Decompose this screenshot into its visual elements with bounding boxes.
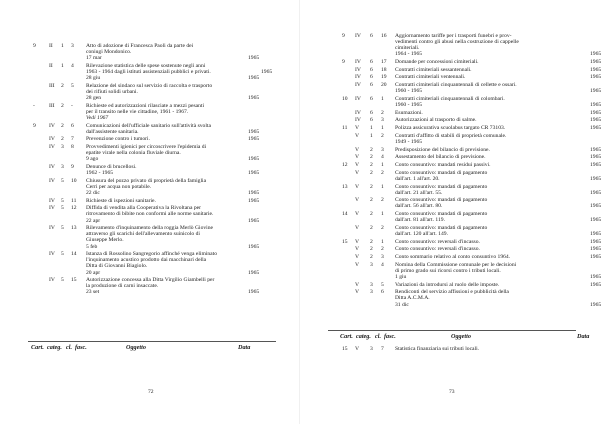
cell-oggetto-dates: dall'art. 1 all'art. 20. (395, 175, 440, 182)
cell-fasc: 2 (381, 246, 384, 253)
cell-categ: IV (355, 109, 361, 116)
cell-categ: V (355, 162, 360, 168)
cell-cl: 3 (370, 281, 373, 288)
cell-data: 1965 (590, 125, 601, 132)
cell-cl: 6 (370, 109, 373, 116)
cell-data: 1965 (248, 75, 260, 82)
cell-oggetto: l'inquinamento acustico prodotto dai macchinari della (86, 257, 207, 264)
cell-categ: IV (49, 251, 55, 258)
cell-oggetto: Conto consuntivo: mandati di pagamento (395, 183, 488, 190)
cell-oggetto-dates: Vedi 1967 (86, 114, 109, 121)
column-header-oggetto: Oggetto (451, 333, 471, 340)
cell-categ: V (355, 183, 360, 190)
cell-cl: 2 (61, 102, 64, 109)
cell-oggetto: Conto consuntivo: reversali d'incasso. (395, 246, 480, 253)
cell-data: 1965 (590, 254, 601, 261)
cell-fasc: 4 (381, 154, 384, 161)
cell-cl: 5 (61, 197, 64, 204)
cell-data: 1965 (590, 175, 601, 182)
cell-fasc: - (71, 102, 73, 109)
cell-cart: 11 (342, 125, 348, 132)
cell-oggetto: 28 giu (86, 75, 101, 82)
cell-cart: 9 (33, 43, 36, 49)
cell-fasc: 2 (381, 224, 384, 231)
cell-cl: 5 (61, 277, 64, 284)
cell-data: 1965 (590, 162, 601, 168)
cell-oggetto: Autorizzazioni al trasporto di salme. (395, 117, 477, 124)
cell-categ: IV (355, 82, 361, 89)
cell-cart: - (33, 102, 35, 109)
cell-fasc: 12 (71, 205, 77, 212)
cell-cl: 3 (61, 164, 64, 170)
cell-oggetto-dates: dall'art. 56 all'art. 80. (395, 203, 443, 210)
cell-categ: IV (355, 66, 361, 73)
cell-cl: 2 (370, 162, 373, 168)
cell-oggetto: Conto sommario relativo al conto consuntivo 1964. (395, 254, 511, 261)
cell-cl: 6 (370, 66, 373, 73)
cell-categ: IV (49, 205, 55, 212)
cell-fasc: 5 (381, 281, 384, 288)
cell-categ: V (355, 197, 360, 204)
cell-cl: 5 (61, 205, 64, 212)
cell-cart: 10 (342, 95, 348, 102)
cell-oggetto: Polizza assicurativa scuolabus targato CR 73103. (395, 125, 506, 132)
cell-fasc: 1 (381, 162, 384, 168)
cell-categ: IV (49, 197, 55, 204)
cell-oggetto: Ditta di Giovanni Biagiolo. (86, 263, 148, 270)
cell-oggetto: di primo grado sui ricorsi contro i tributi locali. (395, 267, 501, 274)
cell-cart: 13 (342, 183, 348, 190)
cell-data: 1965 (248, 289, 260, 296)
cell-oggetto: Contratti cimiteriali cinquantennali di cellette e ossari. (395, 82, 517, 89)
cell-cl: 2 (61, 82, 64, 89)
cell-cl: 2 (370, 246, 373, 253)
cell-oggetto: coniugi Mondonico. (86, 49, 132, 56)
cell-fasc: 2 (381, 109, 384, 116)
cell-data: 1965 (248, 243, 260, 250)
cell-categ: IV (355, 59, 361, 65)
cell-oggetto: Diffida di vendita alla Cooperativa la Rivoltana per (86, 205, 201, 212)
cell-oggetto: cimiteriali. (395, 45, 420, 52)
cell-cl: 6 (370, 59, 373, 65)
cell-oggetto-dates: 17 mar (86, 55, 102, 62)
cell-oggetto-dates: 1962 - 1965 (86, 170, 114, 177)
cell-fasc: 3 (381, 146, 384, 153)
cell-oggetto: Conto consuntivo: mandati di pagamento (395, 169, 488, 176)
cell-cl: 6 (370, 95, 373, 102)
cell-oggetto-dates: 1960 - 1965 (395, 88, 423, 95)
cell-categ: V (355, 254, 360, 261)
cell-categ: V (355, 132, 360, 139)
cell-oggetto: dei rifiuti solidi urbani. (86, 88, 138, 95)
cell-oggetto: Nomina della Commissione comunale per le decisioni (395, 261, 517, 268)
cell-data: 1965 (248, 156, 260, 163)
cell-cl: 6 (370, 117, 373, 124)
cell-data: 1965 (590, 230, 601, 237)
cell-categ: V (355, 289, 360, 296)
cell-cl: 2 (370, 169, 373, 176)
cell-oggetto: attraverso gli scarichi dell'allevamento suinicolo di (86, 231, 200, 238)
cell-cart: 14 (342, 211, 348, 218)
cell-cart: 12 (342, 162, 348, 168)
header-rule (28, 341, 276, 342)
cell-oggetto: Richieste di ispezioni sanitarie. (86, 197, 156, 204)
cell-oggetto-dates: 1 giu (395, 273, 407, 280)
cell-oggetto: Conto consuntivo: mandati residui passivi. (395, 162, 491, 168)
cell-fasc: 2 (381, 197, 384, 204)
cell-oggetto: Predisposizione del bilancio di previsione. (395, 146, 490, 153)
column-header-oggetto: Oggetto (126, 344, 146, 351)
cell-cart: 15 (342, 346, 348, 352)
cell-fasc: 13 (71, 225, 77, 232)
cell-fasc: 18 (381, 66, 387, 73)
cell-categ: IV (355, 117, 361, 124)
cell-data: 1965 (590, 51, 601, 58)
cell-cl: 5 (61, 177, 64, 184)
cell-oggetto: Contratti cimiteriali sessantennali. (395, 66, 472, 73)
column-header-cart: Cart. (31, 344, 44, 351)
cell-data: 1965 (248, 128, 260, 135)
cell-oggetto-dates: dall'art. 81 all'art. 119. (395, 217, 445, 224)
cell-categ: V (355, 246, 360, 253)
column-header-data: Data (238, 344, 251, 351)
page-number: 72 (148, 389, 154, 395)
cell-fasc: 1 (381, 125, 384, 132)
cell-categ: IV (49, 225, 55, 232)
column-header-cl: cl. (375, 333, 382, 340)
cell-fasc: 2 (381, 132, 384, 139)
cell-fasc: 7 (381, 346, 384, 352)
cell-data: 1965 (590, 189, 601, 196)
column-header-fasc: fasc. (75, 344, 87, 351)
cell-data: 1965 (590, 238, 601, 245)
cell-categ: IV (49, 122, 55, 129)
cell-oggetto: ritrovamento di bibite non conformi alle norme sanitarie. (86, 211, 214, 218)
cell-oggetto: Rendiconti del servizio affissioni e pubblicità della (395, 289, 509, 296)
cell-categ: V (355, 125, 360, 132)
cell-categ: II (49, 62, 53, 69)
cell-oggetto: Richieste ed autorizzazioni rilasciate a mezzi pesanti (86, 102, 205, 109)
column-header-data: Data (577, 333, 590, 340)
column-header-cl: cl. (66, 344, 73, 351)
cell-cl: 5 (61, 225, 64, 232)
cell-oggetto: Variazioni da introdursi al ruolo delle imposte. (395, 281, 500, 288)
cell-categ: IV (355, 95, 361, 102)
cell-data: 1965 (590, 117, 601, 124)
cell-categ: V (355, 238, 360, 245)
cell-categ: IV (49, 164, 55, 170)
cell-cl: 2 (61, 136, 64, 143)
cell-data: 1965 (248, 217, 260, 224)
cell-oggetto: Rilevazione statistica delle spese sostenute negli anni (86, 62, 206, 69)
cell-categ: V (355, 224, 360, 231)
cell-data: 1965 (590, 59, 601, 65)
cell-cart: 9 (342, 59, 345, 65)
cell-oggetto: Contratti cimiteriali cinquantennali di colombari. (395, 95, 505, 102)
cell-oggetto: Comunicazioni dell'ufficiale sanitario sull'attività svolta (86, 122, 211, 129)
right-page (300, 0, 600, 424)
cell-categ: V (355, 346, 360, 352)
cell-oggetto: Relazione del sindaco sul servizio di raccolta e trasporto (86, 82, 213, 89)
cell-categ: II (49, 43, 53, 49)
cell-data: 1965 (590, 74, 601, 81)
cell-oggetto: Domande per concessioni cimiteriali. (395, 59, 479, 65)
cell-fasc: 11 (71, 197, 77, 204)
cell-oggetto: Conto consuntivo: mandati di pagamento (395, 211, 488, 218)
cell-data: 1965 (590, 109, 601, 116)
cell-oggetto-dates: 1964 - 1965 (395, 51, 423, 58)
cell-cl: 3 (370, 261, 373, 268)
cell-oggetto: Provvedimenti igienici per circoscrivere l'epidemia di (86, 144, 207, 151)
cell-cl: 6 (370, 82, 373, 89)
cell-oggetto: Denunce di brucellosi. (86, 164, 137, 170)
cell-oggetto: epatite virale nella colonia fluviale diurna. (86, 150, 181, 157)
cell-oggetto: vedimenti contro gli abusi nella costruzione di cappelle (395, 39, 519, 46)
cell-oggetto: Cerri per acqua non potabile. (86, 183, 152, 190)
cell-oggetto: Chiusura del pozzo privato di proprietà della famiglia (86, 177, 207, 184)
column-header-fasc: fasc. (384, 333, 396, 340)
cell-categ: IV (49, 144, 55, 151)
cell-categ: IV (49, 136, 55, 143)
cell-cl: 1 (370, 132, 373, 139)
cell-cl: 3 (370, 289, 373, 296)
cell-fasc: 19 (381, 74, 387, 81)
cell-oggetto-dates: 20 apr (86, 269, 101, 276)
cell-oggetto: Ditta A.C.M.A. (395, 295, 430, 302)
cell-oggetto: Rilevamento d'inquinamento della roggia Merlò Giovine (86, 225, 213, 232)
cell-cl: 1 (61, 62, 64, 69)
cell-oggetto-dates: 1960 - 1965 (395, 101, 423, 108)
cell-fasc: 14 (71, 251, 77, 258)
cell-oggetto-dates: dall'art. 21 all'art. 55. (395, 189, 443, 196)
cell-categ: IV (355, 33, 361, 39)
cell-cl: 2 (370, 238, 373, 245)
cell-categ: V (355, 281, 360, 288)
cell-oggetto: per il transito nelle vie cittadine, 1961 - 1967. (86, 108, 189, 115)
cell-data: 1965 (248, 189, 260, 196)
cell-cl: 2 (370, 211, 373, 218)
cell-cart: 9 (33, 122, 36, 129)
cell-fasc: 1 (381, 238, 384, 245)
cell-fasc: 4 (71, 62, 74, 69)
cell-oggetto-dates: 1949 - 1965 (395, 138, 423, 145)
cell-cl: 6 (370, 33, 373, 39)
cell-cart: 9 (342, 33, 345, 39)
cell-oggetto: Statistica finanziaria sui tributi locali. (395, 346, 480, 352)
cell-fasc: 4 (381, 261, 384, 268)
cell-fasc: 1 (381, 95, 384, 102)
cell-oggetto-dates: 22 apr (86, 217, 101, 224)
cell-oggetto-dates: 23 set (86, 289, 100, 296)
cell-categ: III (49, 82, 55, 89)
cell-fasc: 7 (71, 136, 74, 143)
cell-fasc: 10 (71, 177, 77, 184)
cell-data: 1965 (590, 154, 601, 161)
cell-categ: V (355, 261, 360, 268)
cell-cl: 2 (370, 254, 373, 261)
cell-data: 1965 (590, 273, 601, 280)
cell-oggetto: Conto consuntivo: mandati di pagamento (395, 197, 488, 204)
cell-fasc: 6 (381, 289, 384, 296)
cell-categ: V (355, 154, 360, 161)
cell-fasc: 1 (381, 211, 384, 218)
cell-data: 1965 (590, 146, 601, 153)
cell-data: 1965 (248, 197, 260, 204)
cell-oggetto-dates: 9 ago (86, 156, 99, 163)
cell-cl: 5 (61, 251, 64, 258)
header-rule (328, 330, 576, 331)
cell-oggetto: Aggiornamento tariffe per i trasporti funebri e prov- (395, 33, 512, 39)
cell-oggetto: Conto consuntivo: mandati di pagamento (395, 224, 488, 231)
column-header-categ: categ. (356, 333, 371, 340)
cell-fasc: 3 (381, 254, 384, 261)
cell-cl: 2 (370, 183, 373, 190)
cell-fasc: 9 (71, 164, 74, 170)
cell-fasc: 5 (71, 82, 74, 89)
cell-cl: 2 (370, 154, 373, 161)
cell-data: 1965 (590, 88, 601, 95)
cell-data: 1965 (590, 301, 601, 308)
cell-oggetto: Atto di adozione di Francesca Paoli da parte dei (86, 43, 194, 49)
left-page (0, 0, 300, 424)
cell-oggetto: Contratti d'affitto di stabili di proprietà comunale. (395, 132, 507, 139)
cell-fasc: 8 (71, 144, 74, 151)
cell-categ: V (355, 146, 360, 153)
cell-fasc: 15 (71, 277, 77, 284)
cell-oggetto: la produzione di carni insaccate. (86, 283, 159, 290)
cell-cl: 3 (61, 144, 64, 151)
cell-categ: V (355, 169, 360, 176)
cell-oggetto-dates: 5 feb (86, 243, 98, 250)
cell-data: 1965 (590, 101, 601, 108)
cell-data: 1965 (590, 217, 601, 224)
cell-data: 1965 (248, 55, 260, 62)
cell-cl: 2 (370, 146, 373, 153)
cell-oggetto: Prevenzione contro i tumori. (86, 136, 151, 143)
cell-fasc: 2 (381, 169, 384, 176)
cell-cart: 15 (342, 238, 348, 245)
cell-data: 1965 (248, 170, 260, 177)
cell-oggetto: 1963 - 1964 dagli istituti assistenziali pubblici e privati. (86, 68, 211, 75)
column-header-cart: Cart. (340, 333, 353, 340)
cell-categ: V (355, 211, 360, 218)
cell-categ: IV (49, 177, 55, 184)
cell-oggetto: Assestamento del bilancio di previsione. (395, 154, 486, 161)
cell-data: 1965 (590, 246, 601, 253)
cell-cl: 3 (370, 346, 373, 352)
cell-cl: 1 (61, 43, 64, 49)
cell-cl: 2 (370, 197, 373, 204)
cell-cl: 2 (61, 122, 64, 129)
cell-oggetto-dates: 31 dic (395, 301, 409, 308)
cell-data: 1965 (590, 203, 601, 210)
cell-oggetto-dates: 28 gen (86, 94, 102, 101)
cell-cl: 6 (370, 74, 373, 81)
cell-data: 1965 (248, 94, 260, 101)
cell-data: 1965 (248, 136, 260, 143)
cell-fasc: 16 (381, 33, 387, 39)
cell-cl: 2 (370, 224, 373, 231)
cell-fasc: 20 (381, 82, 387, 89)
cell-data: 1965 (590, 66, 601, 73)
cell-oggetto: Autorizzazione concessa alla Ditta Virgilio Giambelli per (86, 277, 215, 284)
cell-fasc: 3 (381, 117, 384, 124)
cell-categ: III (49, 102, 55, 109)
cell-oggetto: Conto consuntivo: reversali d'incasso. (395, 238, 480, 245)
cell-categ: IV (49, 277, 55, 284)
cell-oggetto: Giuseppe Merlo. (86, 237, 124, 244)
cell-cl: 1 (370, 125, 373, 132)
cell-categ: IV (355, 74, 361, 81)
cell-fasc: 3 (71, 43, 74, 49)
cell-data: 1965 (590, 281, 601, 288)
cell-oggetto-dates: dall'art. 120 all'art. 149. (395, 230, 448, 237)
page-number: 73 (449, 389, 455, 395)
cell-oggetto: Istanza di Rossolino Sangregorio affinché venga eliminato (86, 251, 218, 258)
cell-oggetto: Contratti cimiteriali ventennali. (395, 74, 466, 81)
cell-fasc: 6 (71, 122, 74, 129)
cell-data: 1965 (261, 68, 273, 75)
cell-oggetto: Esumazioni. (395, 109, 423, 116)
cell-fasc: 17 (381, 59, 387, 65)
cell-oggetto-dates: 22 dic (86, 189, 100, 196)
cell-fasc: 1 (381, 183, 384, 190)
column-header-categ: categ. (47, 344, 62, 351)
cell-oggetto: dall'assistente sanitaria. (86, 128, 139, 135)
cell-data: 1965 (248, 269, 260, 276)
